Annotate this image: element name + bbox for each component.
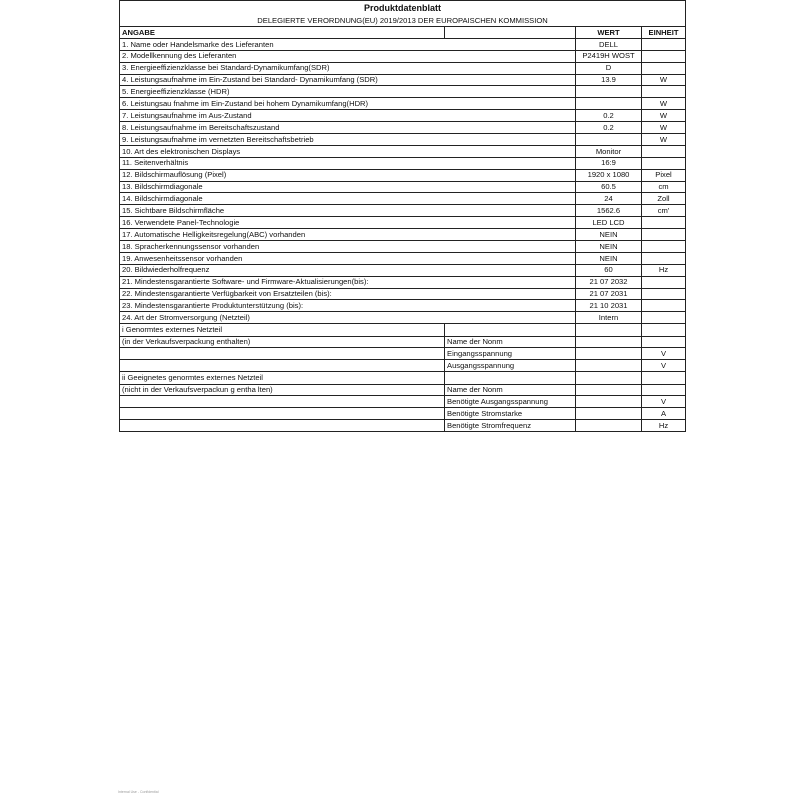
table-row: [120, 62, 686, 74]
psu-external-subrow: [120, 396, 686, 408]
sub-label: Benötigte Ausgangsspannung: [445, 396, 576, 408]
psu-external-line1: ii Geeignetes genormtes externes Netzteil: [120, 372, 445, 384]
spacer-cell: [642, 324, 686, 336]
row-unit: Hz: [642, 264, 686, 276]
sub-label: Benötigte Stromstarke: [445, 408, 576, 420]
sub-value: [576, 408, 642, 420]
row-value: Monitor: [576, 145, 642, 157]
row-label: 1. Name oder Handelsmarke des Lieferanten: [120, 38, 576, 50]
sub-unit: [642, 336, 686, 348]
psu-external-line2: (nicht in der Verkaufsverpackun g entha lten): [120, 384, 445, 396]
table-row: [120, 181, 686, 193]
row-label: 13. Bildschirmdiagonale: [120, 181, 576, 193]
row-unit: [642, 62, 686, 74]
table-row: [120, 229, 686, 241]
sub-value: [576, 396, 642, 408]
row-value: D: [576, 62, 642, 74]
table-row: [120, 110, 686, 122]
table-row: [120, 276, 686, 288]
sub-unit: [642, 384, 686, 396]
sub-label: Name der Nonm: [445, 336, 576, 348]
row-unit: [642, 241, 686, 253]
sub-value: [576, 384, 642, 396]
row-label: 2. Modellkennung des Lieferanten: [120, 50, 576, 62]
row-value: 60.5: [576, 181, 642, 193]
row-unit: [642, 300, 686, 312]
row-unit: [642, 312, 686, 324]
row-unit: Pixel: [642, 169, 686, 181]
row-label: 14. Bildschirmdiagonale: [120, 193, 576, 205]
psu-external-subrow: [120, 420, 686, 432]
header-spacer: [445, 27, 576, 39]
spacer-cell: [120, 396, 445, 408]
sub-value: [576, 336, 642, 348]
spacer-cell: [642, 372, 686, 384]
row-unit: [642, 50, 686, 62]
title-row: [120, 1, 686, 16]
sub-unit: V: [642, 348, 686, 360]
row-label: 23. Mindestensgarantierte Produktunterstützung (bis):: [120, 300, 576, 312]
spacer-cell: [445, 324, 576, 336]
table-row: [120, 241, 686, 253]
table-row: [120, 134, 686, 146]
spacer-cell: [120, 360, 445, 372]
psu-external-row: [120, 372, 686, 384]
header-angabe: ANGABE: [120, 27, 445, 39]
row-label: 3. Energieeffizienzklasse bei Standard-Dynamikumfang(SDR): [120, 62, 576, 74]
row-label: 4. Leistungsaufnahme im Ein-Zustand bei Standard- Dynamikumfang (SDR): [120, 74, 576, 86]
table-row: [120, 50, 686, 62]
row-value: [576, 86, 642, 98]
table-row: [120, 157, 686, 169]
row-value: [576, 134, 642, 146]
product-data-sheet-table: [119, 0, 686, 432]
row-label: 9. Leistungsaufnahme im vernetzten Bereitschaftsbetrieb: [120, 134, 576, 146]
psu-internal-subrow: [120, 336, 686, 348]
psu-internal-line2: (in der Verkaufsverpackung enthalten): [120, 336, 445, 348]
sub-unit: V: [642, 396, 686, 408]
footer-note: Internal Use - Confidential: [118, 790, 159, 794]
row-label: 12. Bildschirmauflösung (Pixel): [120, 169, 576, 181]
row-value: 24: [576, 193, 642, 205]
row-value: 1562.6: [576, 205, 642, 217]
row-label: 17. Automatische Helligkeitsregelung(ABC) vorhanden: [120, 229, 576, 241]
psu-internal-subrow: [120, 360, 686, 372]
sub-unit: A: [642, 408, 686, 420]
row-value: P2419H WOST: [576, 50, 642, 62]
sub-unit: V: [642, 360, 686, 372]
row-label: 11. Seitenverhältnis: [120, 157, 576, 169]
sub-label: Ausgangsspannung: [445, 360, 576, 372]
row-unit: cm: [642, 181, 686, 193]
row-value: 13.9: [576, 74, 642, 86]
row-unit: [642, 157, 686, 169]
row-value: 0.2: [576, 122, 642, 134]
sub-label: Name der Nonm: [445, 384, 576, 396]
row-value: Intern: [576, 312, 642, 324]
sheet-title: Produktdatenblatt: [120, 1, 686, 16]
header-wert: WERT: [576, 27, 642, 39]
row-label: 22. Mindestensgarantierte Verfügbarkeit von Ersatzteilen (bis):: [120, 288, 576, 300]
table-row: [120, 205, 686, 217]
spacer-cell: [445, 372, 576, 384]
table-row: [120, 288, 686, 300]
row-unit: [642, 86, 686, 98]
spacer-cell: [576, 324, 642, 336]
row-value: 21 10 2031: [576, 300, 642, 312]
row-value: 1920 x 1080: [576, 169, 642, 181]
row-unit: [642, 229, 686, 241]
row-label: 18. Spracherkennungssensor vorhanden: [120, 241, 576, 253]
sub-value: [576, 360, 642, 372]
row-value: DELL: [576, 38, 642, 50]
row-label: 20. Bildwiederholfrequenz: [120, 264, 576, 276]
row-value: NEIN: [576, 252, 642, 264]
sub-label: Eingangsspannung: [445, 348, 576, 360]
table-row: [120, 193, 686, 205]
row-unit: [642, 288, 686, 300]
row-label: 16. Verwendete Panel-Technologie: [120, 217, 576, 229]
row-unit: W: [642, 122, 686, 134]
psu-external-subrow: [120, 384, 686, 396]
table-row: [120, 252, 686, 264]
row-value: 21 07 2031: [576, 288, 642, 300]
row-unit: cm': [642, 205, 686, 217]
table-row: [120, 264, 686, 276]
table-row: [120, 169, 686, 181]
header-row: [120, 27, 686, 39]
row-unit: [642, 276, 686, 288]
psu-internal-line1: i Genormtes externes Netzteil: [120, 324, 445, 336]
row-value: 16:9: [576, 157, 642, 169]
row-unit: W: [642, 134, 686, 146]
row-unit: Zoll: [642, 193, 686, 205]
sub-label: Benötigte Stromfrequenz: [445, 420, 576, 432]
psu-internal-row: [120, 324, 686, 336]
sub-value: [576, 348, 642, 360]
table-row: [120, 122, 686, 134]
row-unit: [642, 252, 686, 264]
row-label: 8. Leistungsaufnahme im Bereitschaftszustand: [120, 122, 576, 134]
row-value: 0.2: [576, 110, 642, 122]
row-label: 24. Art der Stromversorgung (Netzteil): [120, 312, 576, 324]
spacer-cell: [120, 348, 445, 360]
table-row: [120, 145, 686, 157]
spacer-cell: [576, 372, 642, 384]
row-label: 15. Sichtbare Bildschirmfläche: [120, 205, 576, 217]
row-label: 19. Anwesenheitssensor vorhanden: [120, 252, 576, 264]
row-value: 60: [576, 264, 642, 276]
table-row: [120, 300, 686, 312]
row-label: 5. Energieeffizienzklasse (HDR): [120, 86, 576, 98]
row-label: 21. Mindestensgarantierte Software- und Firmware-Aktualisierungen(bis):: [120, 276, 576, 288]
row-value: NEIN: [576, 229, 642, 241]
table-row: [120, 38, 686, 50]
table-row: [120, 217, 686, 229]
header-einheit: EINHEIT: [642, 27, 686, 39]
row-unit: W: [642, 110, 686, 122]
row-label: 10. Art des elektronischen Displays: [120, 145, 576, 157]
table-row: [120, 74, 686, 86]
table-row: [120, 312, 686, 324]
row-unit: W: [642, 98, 686, 110]
row-value: LED LCD: [576, 217, 642, 229]
row-label: 6. Leistungsau fnahme im Ein-Zustand bei hohem Dynamikumfang(HDR): [120, 98, 576, 110]
spacer-cell: [120, 420, 445, 432]
spacer-cell: [120, 408, 445, 420]
row-unit: W: [642, 74, 686, 86]
row-unit: [642, 145, 686, 157]
psu-external-subrow: [120, 408, 686, 420]
row-unit: [642, 217, 686, 229]
row-value: NEIN: [576, 241, 642, 253]
row-value: 21 07 2032: [576, 276, 642, 288]
sub-unit: Hz: [642, 420, 686, 432]
psu-internal-subrow: [120, 348, 686, 360]
subtitle-row: [120, 15, 686, 27]
table-row: [120, 86, 686, 98]
table-row: [120, 98, 686, 110]
row-value: [576, 98, 642, 110]
sub-value: [576, 420, 642, 432]
row-label: 7. Leistungsaufnahme im Aus-Zustand: [120, 110, 576, 122]
sheet-subtitle: DELEGIERTE VERORDNUNG(EU) 2019/2013 DER EUROPAISCHEN KOMMISSION: [120, 15, 686, 27]
row-unit: [642, 38, 686, 50]
